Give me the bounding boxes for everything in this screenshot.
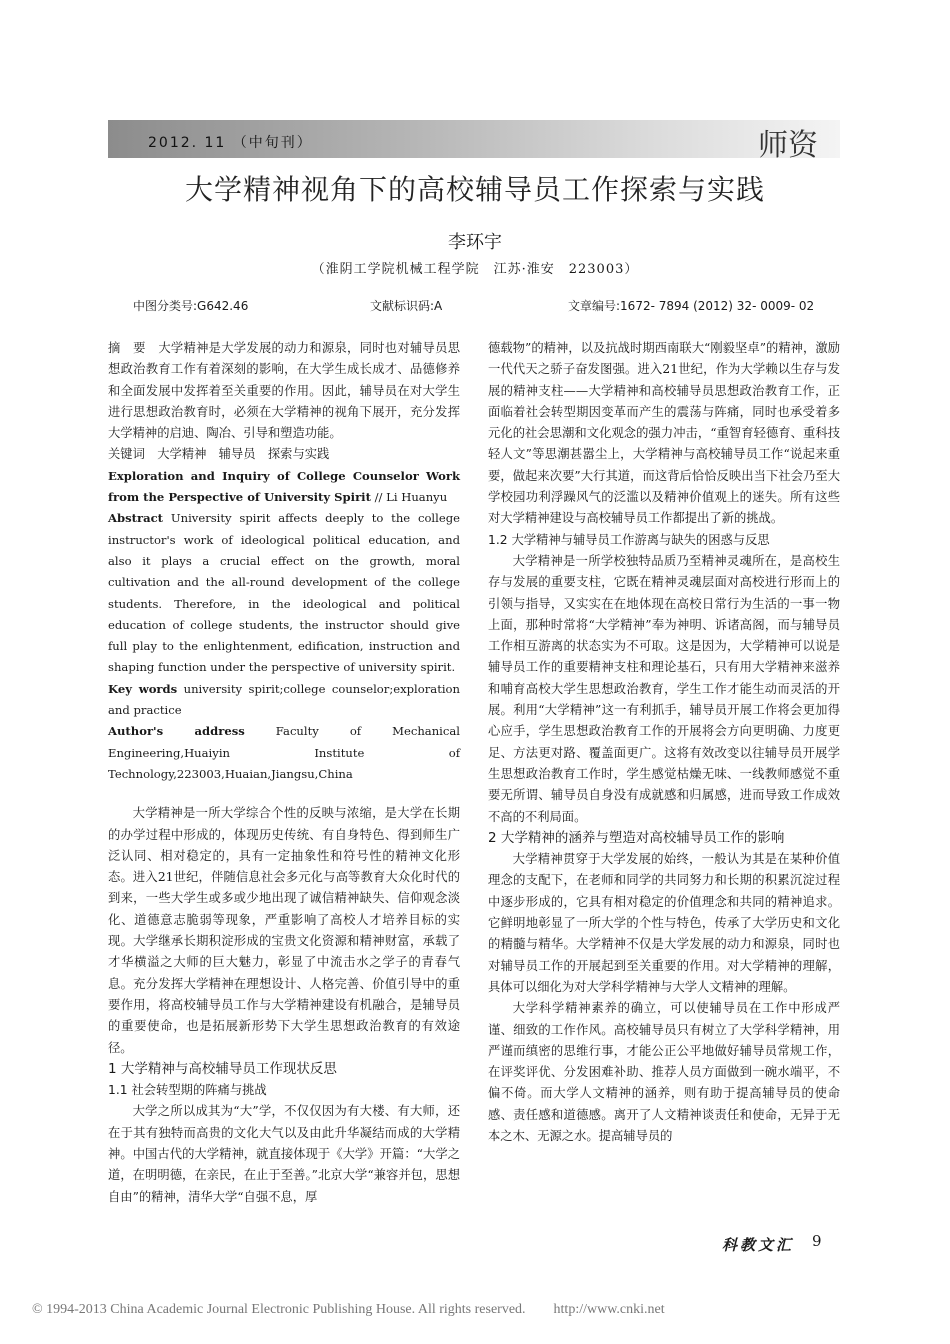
section-label: 师资 <box>758 128 818 163</box>
english-author: // Li Huanyu <box>370 490 448 505</box>
continued-paragraph: 德载物”的精神，以及抗战时期西南联大“刚毅坚卓”的精神，激励一代代天之骄子奋发图强。进入21世纪，作为大学赖以生存与发展的精神支柱——大学精神和高校辅导员思想政治教育工作，正面临着社会转型期因变革而产生的震荡与阵痛，同时也承受着多元化的社会思潮和文化观念的强力冲击，“重智育轻德育、重科技轻人文”等思潮甚嚣尘上，大学精神与高校辅导员工作“说起来重要，做起来次要”大行其道，而这背后恰恰反映出当下社会乃至大学校园功利浮躁风气的泛滥以及精神价值观上的迷失。所有这些对大学精神建设与高校辅导员工作都提出了新的挑战。 <box>488 341 840 526</box>
right-column <box>488 338 840 1147</box>
section-2-paragraph-b: 大学科学精神素养的确立，可以使辅导员在工作中形成严谨、细致的工作作风。高校辅导员只有树立了大学科学精神，用严谨而缜密的思维行事，才能公正公平地做好辅导员常规工作，在评奖评优、分发困难补助、推荐人员方面做到一碗水端平，不偏不倚。而大学人文精神的涵养，则有助于提高辅导员的使命感、责任感和道德感。离开了人文精神谈责任和使命，无异于无本之木、无源之水。提高辅导员的 <box>488 1001 840 1143</box>
author-name: 李环宇 <box>448 232 502 253</box>
copyright-notice: © 1994-2013 China Academic Journal Electronic Publishing House. All rights reserved. http://www.cnki.net <box>32 1302 665 1317</box>
magazine-name: 科教文汇 <box>722 1236 795 1254</box>
left-column <box>108 338 460 1208</box>
clc-number: 中图分类号:G642.46 <box>133 299 249 313</box>
english-title-block <box>108 466 460 509</box>
keywords-cn: 关键词 大学精神 辅导员 探索与实践 <box>108 447 330 462</box>
section-1-2-paragraph: 大学精神是一所学校独特品质乃至精神灵魂所在，是高校生存与发展的重要支柱，它既在精神灵魂层面对高校进行形而上的引领与指导，又实实在在地体现在高校日常行为生活的一事一物上面，那种时常将“大学精神”奉为神明、诉诸高阁，而与辅导员工作相互游离的状态实为不可取。这是因为，大学精神可以说是辅导员工作的重要精神支柱和理论基石，只有用大学精神来滋养和哺育高校大学生思想政治教育，学生工作才能生动而灵活的开展。利用“大学精神”这一有利抓手，辅导员开展工作将会更加得心应手，学生思想政治教育工作的开展将会方向更明确、力度更足、方法更对路、覆盖面更广。这将有效改变以往辅导员开展学生思想政治教育工作时，学生感觉枯燥无味、一线教师感觉不重要无所谓、辅导员自身没有成就感和归属感，进而导致工作成效不高的不利局面。 <box>488 553 840 824</box>
intro-paragraph: 大学精神是一所大学综合个性的反映与浓缩，是大学在长期的办学过程中形成的，体现历史传统、有自身特色、得到师生广泛认同、相对稳定的，具有一定抽象性和符号性的精神文化形态。进入21世纪，伴随信息社会多元化与高等教育大众化时代的到来，一些大学生或多或少地出现了诚信精神缺失、信仰观念淡化、道德意志脆弱等现象，严重影响了高校人才培养目标的实现。大学继承长期积淀形成的宝贵文化资源和精神财富，承载了才华横溢之大师的巨大魅力，彰显了中流击水之学子的青春气息。充分发挥大学精神在理想设计、人格完善、价值引导中的重要作用，将高校辅导员工作与大学精神建设有机融合，是辅导员的重要使命，也是拓展新形势下大学生思想政治教育的有效途径。 <box>108 806 460 1055</box>
section-2-paragraph-a: 大学精神贯穿于大学发展的始终，一般认为其是在某种价值理念的支配下，在老师和同学的共同努力和长期的积累沉淀过程中逐步形成的，它具有相对稳定的价值理念和共同的精神追求。它鲜明地彰显了一所大学的个性与特色，传承了大学历史和文化的精髓与精华。大学精神不仅是大学发展的动力和源泉，同时也对辅导员工作的开展起到至关重要的作用。对大学精神的理解，具体可以细化为对大学科学精神与大学人文精神的理解。 <box>488 852 840 994</box>
address-block <box>108 721 460 785</box>
article-title: 大学精神视角下的高校辅导员工作探索与实践 <box>184 173 765 206</box>
keywords-en-label: Key words <box>108 681 178 696</box>
header-banner <box>108 120 840 163</box>
abstract-en: University spirit affects deeply to the college instructor's work of ideological political education, and also it plays a crucial effect on the growth, moral cultivation and the all-round development of the college students. Therefore, in the ideological and political education of college students, the instructor should give full play to the enlightenment, edification, instruction and shaping function under the perspective of university spirit. <box>108 511 460 675</box>
address-label: Author's address <box>108 724 245 739</box>
address: Faculty of Mechanical Engineering,Huaiyin Institute of Technology,223003,Huaian,Jiangsu,China <box>108 724 461 781</box>
article-number: 文章编号:1672- 7894 (2012) 32- 0009- 02 <box>568 299 815 313</box>
keywords-en-block <box>108 679 460 722</box>
abstract-en-block <box>108 508 460 678</box>
section-1-heading: 1 大学精神与高校辅导员工作现状反思 <box>108 1060 337 1077</box>
section-1-1-paragraph: 大学之所以成其为“大”学，不仅仅因为有大楼、有大师，还在于其有独特而高贵的文化大气以及由此升华凝结而成的大学精神。中国古代的大学精神，就直接体现于《大学》开篇：“大学之道，在明明德，在亲民，在止于至善。”北京大学“兼容并包，思想自由”的精神，清华大学“自强不息，厚 <box>108 1104 460 1204</box>
section-1-2-heading: 1.2 大学精神与辅导员工作游离与缺失的困惑与反思 <box>488 532 770 547</box>
issue-label: 2012. 11 （中旬刊） <box>148 135 313 151</box>
abstract-en-label: Abstract <box>108 511 164 526</box>
keywords-en: university spirit;college counselor;exploration and practice <box>108 681 461 718</box>
section-1-1-heading: 1.1 社会转型期的阵痛与挑战 <box>108 1083 267 1098</box>
abstract-cn: 摘 要 大学精神是大学发展的动力和源泉，同时也对辅导员思想政治教育工作有着深刻的影响，在大学生成长成才、品德修养和全面发展中发挥着至关重要的作用。因此，辅导员在对大学生进行思想政治教育时，必须在大学精神的视角下展开，充分发挥大学精神的启迪、陶冶、引导和塑造功能。 <box>108 341 460 441</box>
author-affiliation: （淮阴工学院机械工程学院 江苏·淮安 223003） <box>311 262 639 277</box>
section-2-heading: 2 大学精神的涵养与塑造对高校辅导员工作的影响 <box>488 829 785 846</box>
english-title: Exploration and Inquiry of College Counselor Work from the Perspective of University Spirit <box>108 468 460 505</box>
doc-code: 文献标识码:A <box>370 299 443 313</box>
page-number: 9 <box>812 1232 822 1250</box>
